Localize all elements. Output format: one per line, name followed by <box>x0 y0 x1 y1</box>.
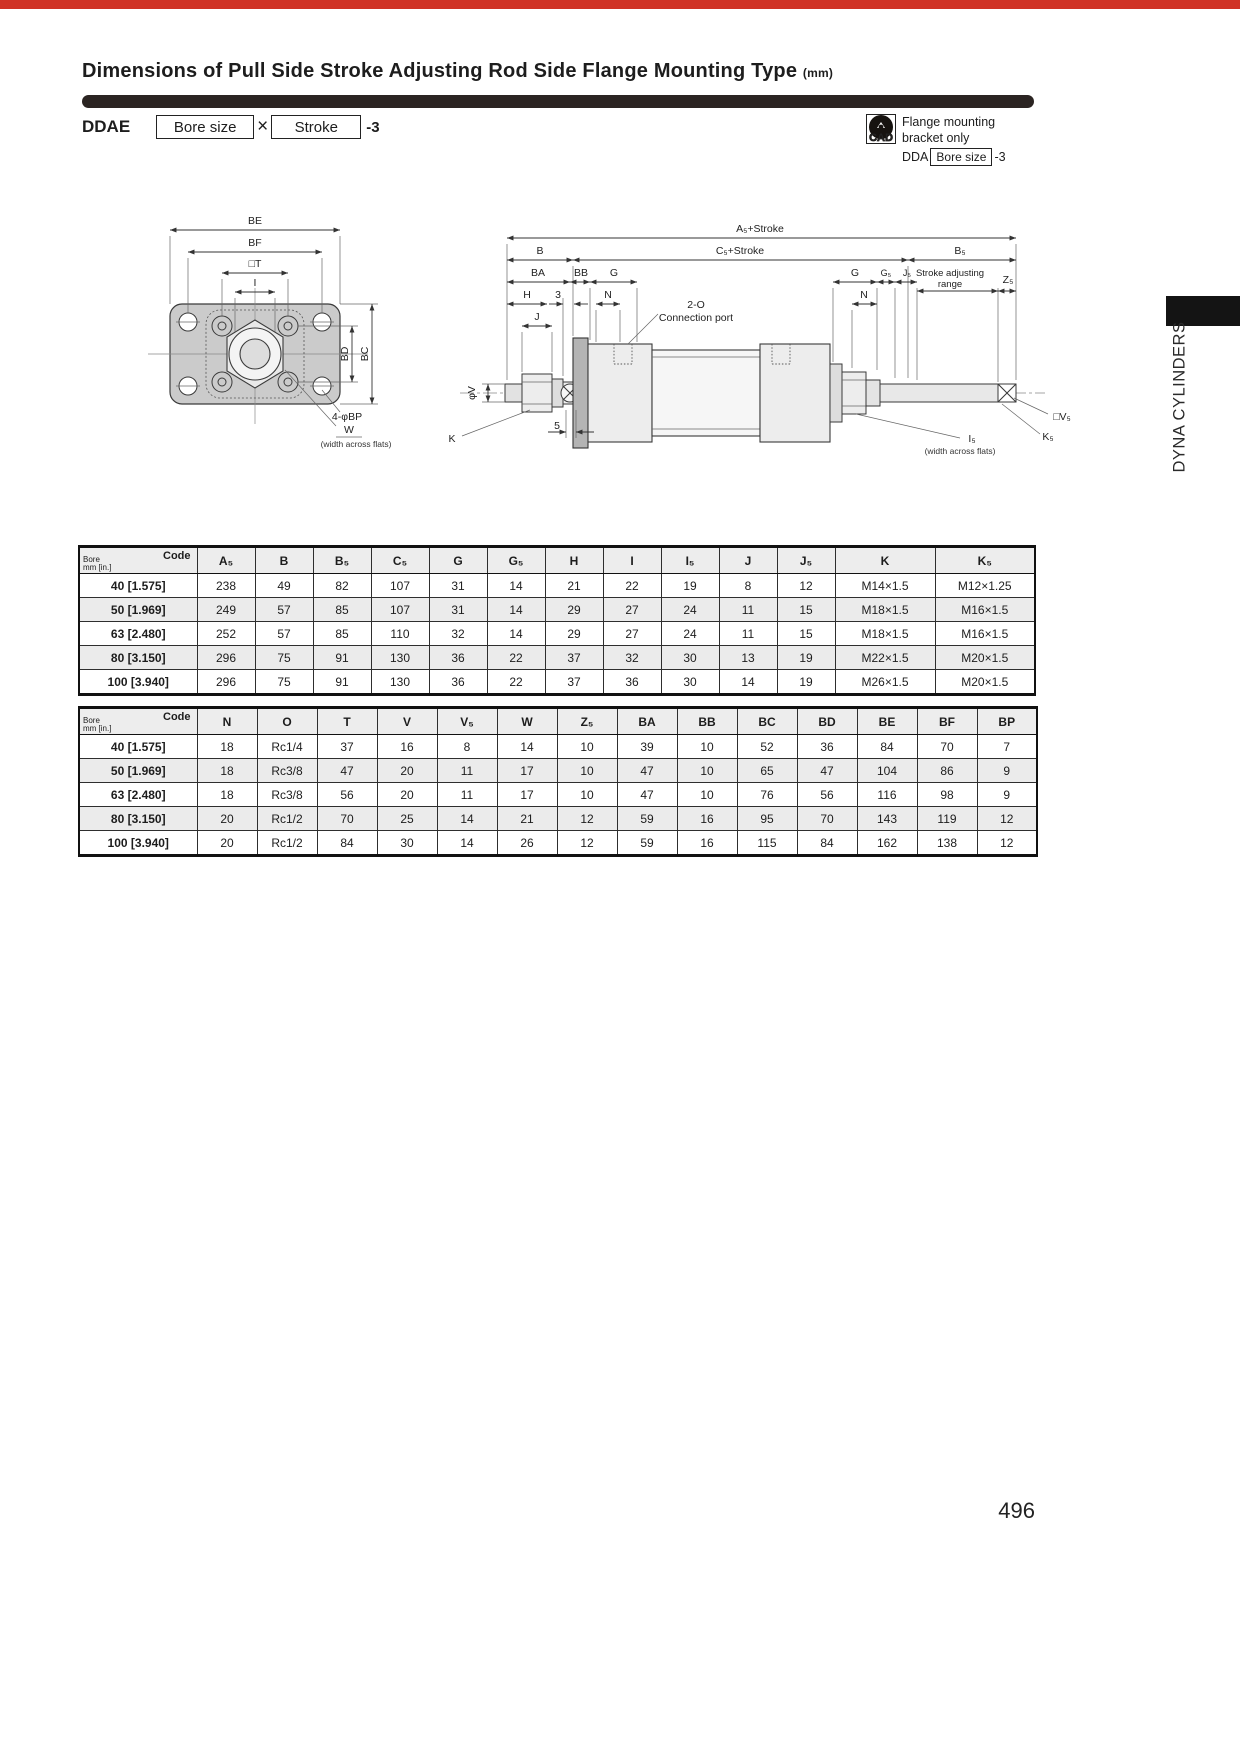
svg-text:J₅: J₅ <box>902 268 912 278</box>
table-cell: 52 <box>737 735 797 759</box>
table-cell: M20×1.5 <box>935 646 1035 670</box>
table-cell: 29 <box>545 598 603 622</box>
svg-text:C₅+Stroke: C₅+Stroke <box>715 245 765 257</box>
table-cell: 12 <box>977 831 1037 856</box>
table-column-header: C₅ <box>371 547 429 574</box>
bore-size-cell: 50 [1.969] <box>79 598 197 622</box>
table-column-header: BP <box>977 708 1037 735</box>
bore-size-cell: 63 [2.480] <box>79 783 197 807</box>
cad-disc-icon <box>866 114 896 144</box>
table-cell: 252 <box>197 622 255 646</box>
svg-text:N: N <box>860 289 868 301</box>
table-cell: 49 <box>255 574 313 598</box>
table-cell: 21 <box>497 807 557 831</box>
cad-note <box>866 114 1046 166</box>
table-column-header: N <box>197 708 257 735</box>
dimension-table-2 <box>78 706 1038 857</box>
table-cell: 10 <box>557 783 617 807</box>
table-cell: 7 <box>977 735 1037 759</box>
table-cell: 20 <box>377 759 437 783</box>
table-cell: 12 <box>557 807 617 831</box>
table-cell: 16 <box>677 807 737 831</box>
table-cell: 162 <box>857 831 917 856</box>
stroke-box: Stroke <box>271 115 361 139</box>
table-cell: 32 <box>429 622 487 646</box>
svg-text:BC: BC <box>359 346 371 362</box>
table-cell: 59 <box>617 807 677 831</box>
table-cell: 10 <box>557 735 617 759</box>
table-column-header: BB <box>677 708 737 735</box>
table-column-header: K₅ <box>935 547 1035 574</box>
table-cell: 107 <box>371 574 429 598</box>
table-cell: M18×1.5 <box>835 598 935 622</box>
model-prefix: DDAE <box>82 117 131 136</box>
table-column-header: BA <box>617 708 677 735</box>
table-cell: 8 <box>719 574 777 598</box>
table-cell: 143 <box>857 807 917 831</box>
table-cell: 104 <box>857 759 917 783</box>
table-cell: 36 <box>603 670 661 695</box>
table-cell: 119 <box>917 807 977 831</box>
table-cell: 47 <box>797 759 857 783</box>
cad-model-suffix: -3 <box>994 150 1006 164</box>
svg-text:Stroke adjusting: Stroke adjusting <box>915 268 985 279</box>
table-cell: 91 <box>313 646 371 670</box>
table-cell: 27 <box>603 622 661 646</box>
table-column-header: BC <box>737 708 797 735</box>
table-cell: 47 <box>317 759 377 783</box>
table-cell: 115 <box>737 831 797 856</box>
svg-text:range: range <box>937 279 963 290</box>
table-cell: 84 <box>797 831 857 856</box>
svg-text:CAD: CAD <box>869 132 893 144</box>
table-cell: 31 <box>429 598 487 622</box>
bore-size-cell: 100 [3.940] <box>79 670 197 695</box>
table-cell: 10 <box>677 783 737 807</box>
table-row <box>79 807 1037 831</box>
svg-text:BA: BA <box>530 267 546 279</box>
table-row <box>79 646 1035 670</box>
table-cell: 56 <box>797 783 857 807</box>
table-column-header: BD <box>797 708 857 735</box>
table-cell: 11 <box>719 598 777 622</box>
table-cell: 14 <box>497 735 557 759</box>
title-divider-bar <box>82 95 1034 108</box>
table-cell: 17 <box>497 783 557 807</box>
table-cell: 36 <box>429 670 487 695</box>
svg-text:Connection port: Connection port <box>658 312 734 324</box>
table-column-header: B <box>255 547 313 574</box>
svg-text:4-φBP: 4-φBP <box>331 411 363 423</box>
table-cell: 10 <box>677 735 737 759</box>
table-cell: 110 <box>371 622 429 646</box>
table-column-header: O <box>257 708 317 735</box>
table-column-header: W <box>497 708 557 735</box>
table-cell: 18 <box>197 759 257 783</box>
svg-text:J: J <box>534 311 540 323</box>
table-cell: 8 <box>437 735 497 759</box>
table-cell: 29 <box>545 622 603 646</box>
svg-text:G: G <box>609 267 619 279</box>
table-row <box>79 598 1035 622</box>
table-row <box>79 759 1037 783</box>
table-cell: 14 <box>437 807 497 831</box>
multiply-sign: × <box>257 116 269 137</box>
table-cell: 65 <box>737 759 797 783</box>
bore-size-cell: 40 [1.575] <box>79 574 197 598</box>
table-cell: 17 <box>497 759 557 783</box>
table-cell: 56 <box>317 783 377 807</box>
table-cell: 32 <box>603 646 661 670</box>
table-cell: 76 <box>737 783 797 807</box>
table-cell: 130 <box>371 646 429 670</box>
svg-text:G₅: G₅ <box>880 268 892 278</box>
svg-text:K: K <box>448 433 456 445</box>
svg-text:A₅+Stroke: A₅+Stroke <box>736 223 784 235</box>
table-cell: 14 <box>437 831 497 856</box>
page-number: 496 <box>998 1498 1035 1523</box>
bore-size-cell: 100 [3.940] <box>79 831 197 856</box>
table-column-header: I <box>603 547 661 574</box>
table-cell: 37 <box>317 735 377 759</box>
table-cell: 31 <box>429 574 487 598</box>
svg-text:BD: BD <box>339 346 351 362</box>
svg-text:H: H <box>523 289 531 301</box>
cad-model-prefix: DDA <box>902 150 929 164</box>
svg-text:□T: □T <box>248 258 262 270</box>
svg-text:2-O: 2-O <box>687 299 705 311</box>
unit-label: (mm) <box>802 66 834 80</box>
table-cell: 14 <box>487 598 545 622</box>
table-cell: 296 <box>197 646 255 670</box>
table-cell: 21 <box>545 574 603 598</box>
table-row <box>79 831 1037 856</box>
table-cell: 10 <box>677 759 737 783</box>
table-cell: 25 <box>377 807 437 831</box>
table-cell: 27 <box>603 598 661 622</box>
table-cell: 75 <box>255 646 313 670</box>
table-cell: 39 <box>617 735 677 759</box>
table-cell: 20 <box>197 807 257 831</box>
table-cell: 14 <box>487 574 545 598</box>
table-cell: 12 <box>557 831 617 856</box>
table-column-header: A₅ <box>197 547 255 574</box>
bore-size-cell: 80 [3.150] <box>79 646 197 670</box>
svg-text:BB: BB <box>573 267 589 279</box>
table-cell: 249 <box>197 598 255 622</box>
table-cell: 47 <box>617 759 677 783</box>
svg-text:K₅: K₅ <box>1042 431 1054 443</box>
table-cell: 11 <box>437 783 497 807</box>
table-cell: 12 <box>977 807 1037 831</box>
svg-text:B: B <box>536 245 544 257</box>
bore-size-cell: 40 [1.575] <box>79 735 197 759</box>
table-cell: 30 <box>661 646 719 670</box>
table-cell: M20×1.5 <box>935 670 1035 695</box>
table-cell: 85 <box>313 622 371 646</box>
top-red-bar <box>0 0 1240 9</box>
page-title <box>82 60 833 83</box>
table-cell: 22 <box>603 574 661 598</box>
table-cell: 98 <box>917 783 977 807</box>
table-column-header: Z₅ <box>557 708 617 735</box>
table-cell: 9 <box>977 783 1037 807</box>
table-cell: 11 <box>719 622 777 646</box>
table-cell: M26×1.5 <box>835 670 935 695</box>
table-cell: M14×1.5 <box>835 574 935 598</box>
svg-text:I₅: I₅ <box>968 433 976 445</box>
table-cell: 24 <box>661 598 719 622</box>
table-column-header: J₅ <box>777 547 835 574</box>
table-cell: 20 <box>197 831 257 856</box>
table-cell: Rc1/2 <box>257 807 317 831</box>
table-cell: 37 <box>545 646 603 670</box>
table-cell: 84 <box>317 831 377 856</box>
table-cell: 37 <box>545 670 603 695</box>
bore-size-cell: 50 [1.969] <box>79 759 197 783</box>
page-title-text: Dimensions of Pull Side Stroke Adjusting Rod Side Flange Mounting Type <box>82 60 798 82</box>
flange-front-view-diagram <box>100 192 430 477</box>
table-cell: 75 <box>255 670 313 695</box>
table-column-header: V₅ <box>437 708 497 735</box>
svg-text:□V₅: □V₅ <box>1053 411 1071 423</box>
svg-text:(width across flats): (width across flats) <box>924 446 996 456</box>
table-cell: Rc3/8 <box>257 759 317 783</box>
table-column-header: J <box>719 547 777 574</box>
table-row <box>79 574 1035 598</box>
cad-bore-size-box: Bore size <box>930 148 992 166</box>
table-cell: 36 <box>429 646 487 670</box>
table-column-header: G₅ <box>487 547 545 574</box>
svg-text:B₅: B₅ <box>954 245 966 257</box>
dimension-table-1 <box>78 545 1036 696</box>
table-cell: M12×1.25 <box>935 574 1035 598</box>
svg-text:I: I <box>253 277 257 289</box>
table-row <box>79 670 1035 695</box>
table-cell: 107 <box>371 598 429 622</box>
svg-text:5: 5 <box>554 420 560 432</box>
table-cell: 19 <box>777 670 835 695</box>
table-cell: 116 <box>857 783 917 807</box>
table-cell: 84 <box>857 735 917 759</box>
table-column-header: T <box>317 708 377 735</box>
svg-text:BE: BE <box>247 215 263 227</box>
table-column-header: BF <box>917 708 977 735</box>
table-cell: M16×1.5 <box>935 622 1035 646</box>
bore-size-box: Bore size <box>156 115 254 139</box>
table-cell: 30 <box>377 831 437 856</box>
table-cell: Rc1/4 <box>257 735 317 759</box>
table-column-header: I₅ <box>661 547 719 574</box>
cylinder-side-view-diagram <box>400 192 1080 477</box>
cad-line1: Flange mounting <box>902 115 996 129</box>
table-cell: 18 <box>197 783 257 807</box>
svg-text:φV: φV <box>466 386 478 400</box>
table-column-header: BE <box>857 708 917 735</box>
table-cell: 57 <box>255 598 313 622</box>
table-cell: 9 <box>977 759 1037 783</box>
table-cell: 19 <box>661 574 719 598</box>
table-cell: 20 <box>377 783 437 807</box>
table-cell: 47 <box>617 783 677 807</box>
bore-size-cell: 63 [2.480] <box>79 622 197 646</box>
table-column-header: G <box>429 547 487 574</box>
table-cell: 11 <box>437 759 497 783</box>
table-cell: 14 <box>719 670 777 695</box>
svg-text:W: W <box>344 424 354 436</box>
table-cell: 22 <box>487 646 545 670</box>
table-row <box>79 783 1037 807</box>
table-cell: 91 <box>313 670 371 695</box>
svg-text:3: 3 <box>555 289 561 301</box>
table-cell: M16×1.5 <box>935 598 1035 622</box>
cad-line2: bracket only <box>902 131 970 145</box>
table-cell: 16 <box>377 735 437 759</box>
table-cell: 30 <box>661 670 719 695</box>
table-cell: 13 <box>719 646 777 670</box>
table-cell: 86 <box>917 759 977 783</box>
table-corner-cell: Code Bore mm [in.] <box>79 547 197 574</box>
table-cell: 15 <box>777 598 835 622</box>
table-cell: 26 <box>497 831 557 856</box>
table-cell: 95 <box>737 807 797 831</box>
table-corner-cell: Code Bore mm [in.] <box>79 708 197 735</box>
table-cell: 22 <box>487 670 545 695</box>
model-designation <box>82 114 380 140</box>
table-column-header: H <box>545 547 603 574</box>
table-cell: 36 <box>797 735 857 759</box>
svg-text:(width across flats): (width across flats) <box>320 439 392 449</box>
model-suffix: -3 <box>366 118 380 136</box>
table-cell: M22×1.5 <box>835 646 935 670</box>
table-cell: 59 <box>617 831 677 856</box>
table-cell: 296 <box>197 670 255 695</box>
bore-size-cell: 80 [3.150] <box>79 807 197 831</box>
table-cell: 15 <box>777 622 835 646</box>
table-cell: 19 <box>777 646 835 670</box>
table-cell: 138 <box>917 831 977 856</box>
table-cell: 10 <box>557 759 617 783</box>
table-cell: 70 <box>797 807 857 831</box>
table-column-header: V <box>377 708 437 735</box>
svg-text:Z₅: Z₅ <box>1002 274 1014 286</box>
table-cell: 14 <box>487 622 545 646</box>
table-cell: 238 <box>197 574 255 598</box>
table-row <box>79 735 1037 759</box>
table-cell: 70 <box>317 807 377 831</box>
table-row <box>79 622 1035 646</box>
table-column-header: B₅ <box>313 547 371 574</box>
table-cell: 12 <box>777 574 835 598</box>
table-cell: Rc1/2 <box>257 831 317 856</box>
table-cell: 85 <box>313 598 371 622</box>
table-cell: 18 <box>197 735 257 759</box>
table-cell: 70 <box>917 735 977 759</box>
svg-text:BF: BF <box>248 237 262 249</box>
table-cell: M18×1.5 <box>835 622 935 646</box>
table-cell: Rc3/8 <box>257 783 317 807</box>
table-cell: 82 <box>313 574 371 598</box>
section-label: DYNA CYLINDERS <box>1170 321 1189 473</box>
table-cell: 24 <box>661 622 719 646</box>
table-cell: 16 <box>677 831 737 856</box>
svg-text:G: G <box>850 267 860 279</box>
svg-text:N: N <box>604 289 612 301</box>
table-cell: 130 <box>371 670 429 695</box>
table-column-header: K <box>835 547 935 574</box>
table-cell: 57 <box>255 622 313 646</box>
